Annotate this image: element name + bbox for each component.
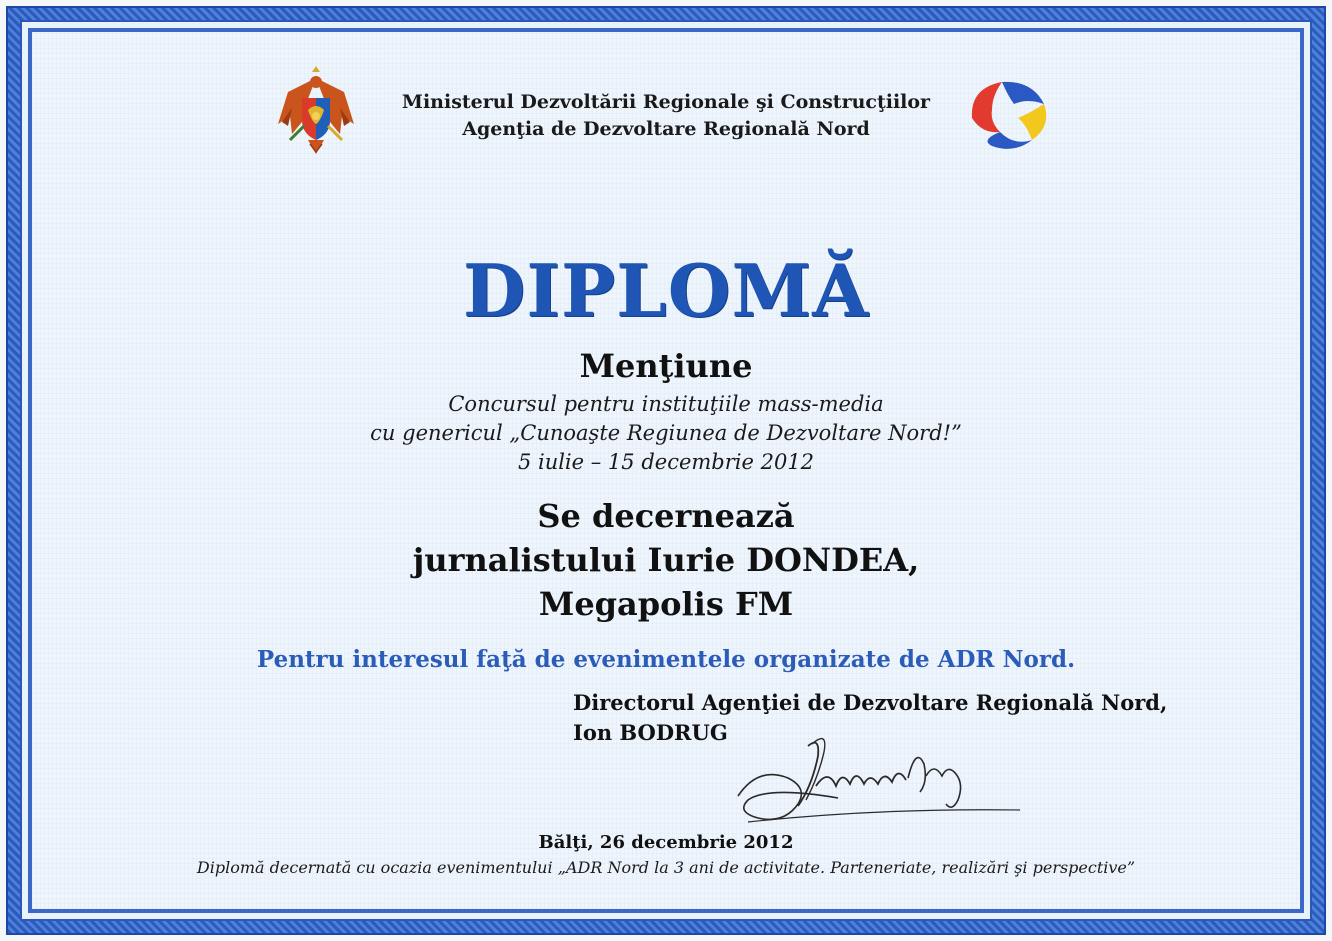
awarded-line-1: Se decernează bbox=[537, 497, 795, 535]
contest-line-2: cu genericul „Cunoaşte Regiunea de Dezvoltare Nord!” bbox=[370, 421, 962, 445]
agency-name: Agenţia de Dezvoltare Regională Nord bbox=[462, 118, 870, 140]
award-recipient-block bbox=[0, 494, 1332, 626]
contest-dates: 5 iulie – 15 decembrie 2012 bbox=[517, 450, 815, 474]
mention-heading: Menţiune bbox=[579, 347, 753, 385]
contest-line-1: Concursul pentru instituţiile mass-media bbox=[448, 392, 884, 416]
ministry-name: Ministerul Dezvoltării Regionale şi Construcţiilor bbox=[401, 91, 931, 113]
contest-description bbox=[0, 390, 1332, 477]
director-title: Directorul Agenţiei de Dezvoltare Regională Nord, bbox=[573, 690, 1168, 715]
issuer-block bbox=[0, 89, 1332, 143]
award-reason: Pentru interesul faţă de evenimentele organizate de ADR Nord. bbox=[256, 646, 1076, 673]
diploma-title: DIPLOMĂ bbox=[462, 248, 870, 333]
director-name: Ion BODRUG bbox=[573, 720, 728, 745]
occasion-note: Diplomă decernată cu ocazia evenimentului „ADR Nord la 3 ani de activitate. Parteneriate, realizări şi perspective” bbox=[196, 858, 1136, 877]
recipient-name: jurnalistului Iurie DONDEA, bbox=[412, 541, 920, 579]
recipient-organization: Megapolis FM bbox=[538, 585, 794, 623]
signature-icon bbox=[728, 726, 1028, 836]
place-and-date: Bălţi, 26 decembrie 2012 bbox=[538, 832, 794, 853]
adr-nord-logo-icon bbox=[962, 74, 1054, 154]
